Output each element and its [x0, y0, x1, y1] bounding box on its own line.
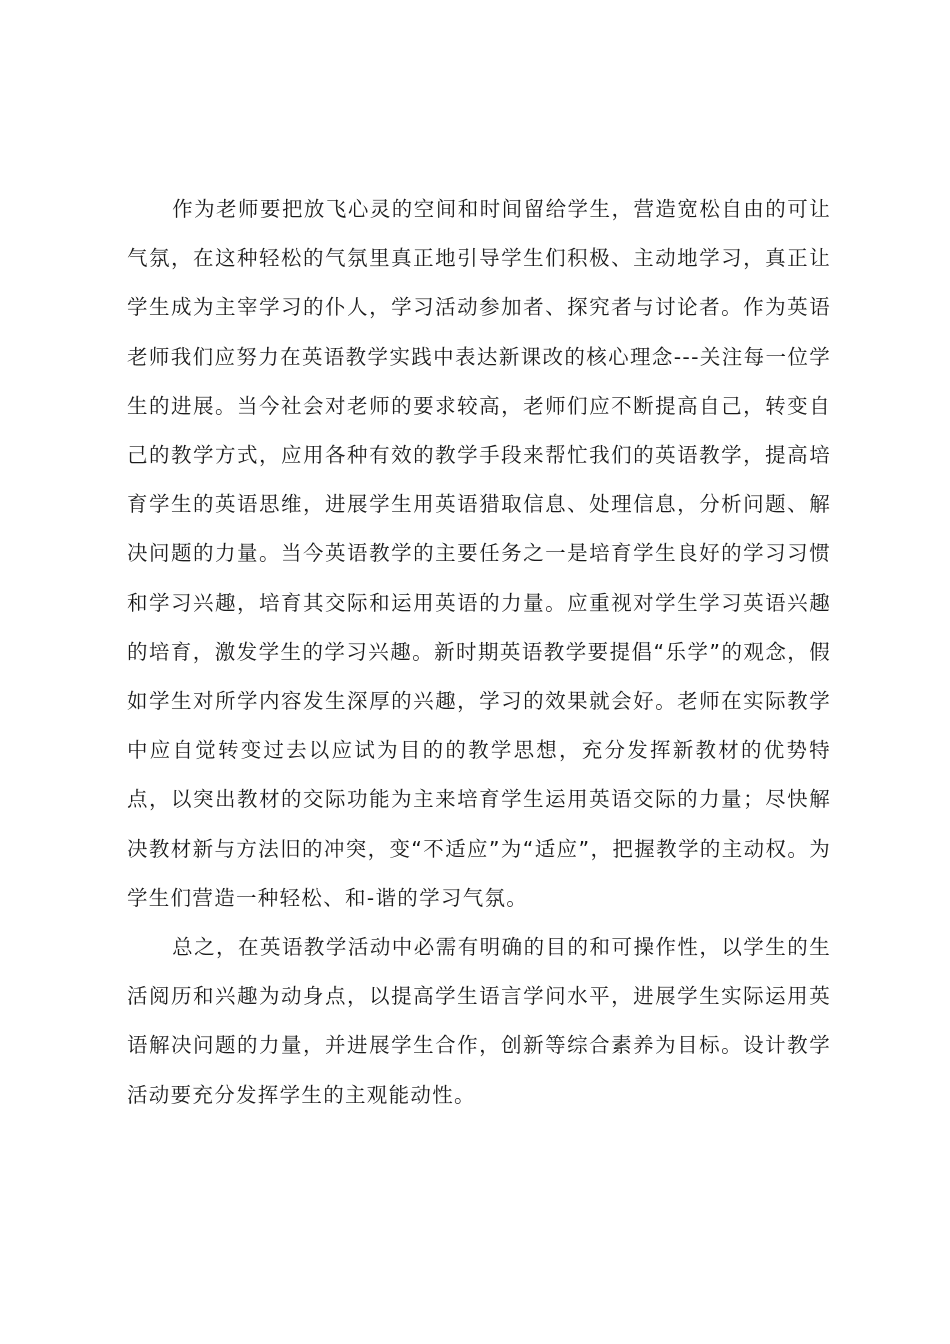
- document-body: [127, 185, 831, 1120]
- paragraph-conclusion: 总之，在英语教学活动中必需有明确的目的和可操作性，以学生的生活阅历和兴趣为动身点，以提高学生语言学问水平，进展学生实际运用英语解决问题的力量，并进展学生合作，创新等综合素养为目标。设计教学活动要充分发挥学生的主观能动性。: [127, 935, 831, 1107]
- paragraph-teaching-atmosphere: 作为老师要把放飞心灵的空间和时间留给学生，营造宽松自由的可让气氛，在这种轻松的气氛里真正地引导学生们积极、主动地学习，真正让学生成为主宰学习的仆人，学习活动参加者、探究者与讨论者。作为英语老师我们应努力在英语教学实践中表达新课改的核心理念---关注每一位学生的进展。当今社会对老师的要求较高，老师们应不断提高自己，转变自己的教学方式，应用各种有效的教学手段来帮忙我们的英语教学，提高培育学生的英语思维，进展学生用英语猎取信息、处理信息，分析问题、解决问题的力量。当今英语教学的主要任务之一是培育学生良好的学习习惯和学习兴趣，培育其交际和运用英语的力量。应重视对学生学习英语兴趣的培育，激发学生的学习兴趣。新时期英语教学要提倡“乐学”的观念，假如学生对所学内容发生深厚的兴趣，学习的效果就会好。老师在实际教学中应自觉转变过去以应试为目的的教学思想，充分发挥新教材的优势特点，以突出教材的交际功能为主来培育学生运用英语交际的力量；尽快解决教材新与方法旧的冲突，变“不适应”为“适应”，把握教学的主动权。为学生们营造一种轻松、和-谐的学习气氛。: [127, 197, 831, 910]
